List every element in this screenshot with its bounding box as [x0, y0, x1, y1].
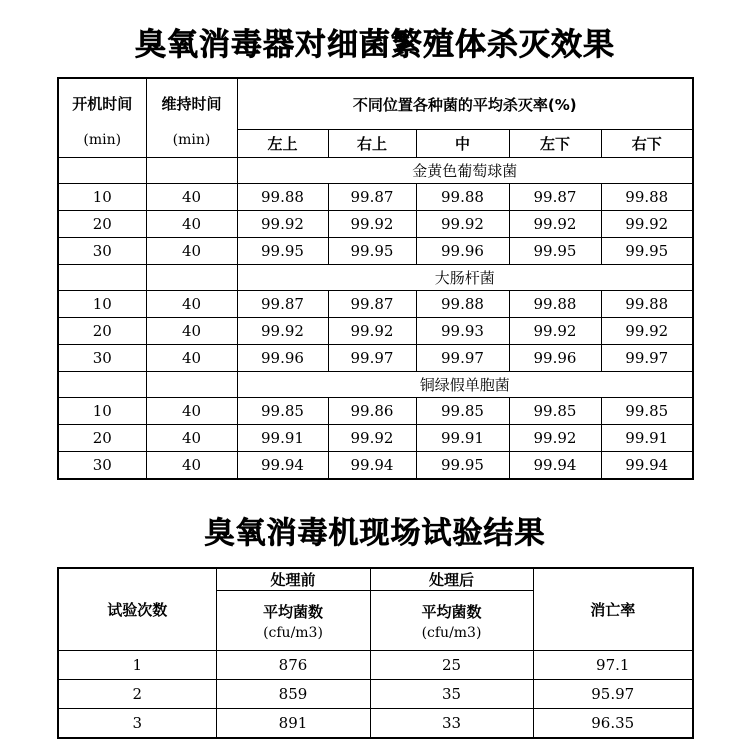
- header-on-time-label: 开机时间: [72, 94, 133, 113]
- data-cell: 99.97: [601, 345, 693, 372]
- data-cell: 40: [146, 425, 237, 452]
- table-row: [58, 318, 693, 345]
- header-after-treatment: 处理后: [370, 568, 533, 591]
- data-cell: 99.88: [416, 291, 509, 318]
- header-hold-time-label: 维持时间: [161, 94, 222, 113]
- table-row: [58, 452, 693, 480]
- data-cell: 99.85: [601, 398, 693, 425]
- table-row: [58, 651, 693, 680]
- field-test-table: [57, 567, 694, 739]
- header-hold-time: [146, 78, 237, 158]
- data-cell: 99.92: [328, 211, 416, 238]
- data-cell: 25: [370, 651, 533, 680]
- data-cell: 99.88: [416, 184, 509, 211]
- data-cell: 99.88: [237, 184, 328, 211]
- data-cell: 99.85: [237, 398, 328, 425]
- data-cell: 99.87: [328, 291, 416, 318]
- empty-cell: [58, 372, 146, 398]
- data-cell: 99.91: [416, 425, 509, 452]
- data-cell: 1: [58, 651, 216, 680]
- header-on-time-stack: [59, 80, 146, 157]
- empty-cell: [58, 265, 146, 291]
- avg-count-label: 平均菌数: [421, 602, 482, 621]
- table-row: [58, 680, 693, 709]
- table-row: [58, 345, 693, 372]
- species-name-pseudomonas: 铜绿假单胞菌: [237, 372, 693, 398]
- empty-cell: [58, 158, 146, 184]
- data-cell: 10: [58, 291, 146, 318]
- data-cell: 99.94: [509, 452, 601, 480]
- data-cell: 35: [370, 680, 533, 709]
- data-cell: 99.87: [328, 184, 416, 211]
- header-pos-center: 中: [416, 130, 509, 158]
- table-row: [58, 184, 693, 211]
- data-cell: 859: [216, 680, 370, 709]
- avg-count-unit: (cfu/m3): [263, 624, 323, 641]
- species-name-ecoli: 大肠杆菌: [237, 265, 693, 291]
- avg-count-unit: (cfu/m3): [421, 624, 482, 641]
- header-test-number: 试验次数: [58, 568, 216, 651]
- data-cell: 99.97: [416, 345, 509, 372]
- data-cell: 99.96: [237, 345, 328, 372]
- data-cell: 99.94: [601, 452, 693, 480]
- data-cell: 40: [146, 238, 237, 265]
- data-cell: 99.95: [328, 238, 416, 265]
- data-cell: 99.94: [328, 452, 416, 480]
- data-cell: 99.88: [601, 291, 693, 318]
- data-cell: 99.92: [328, 318, 416, 345]
- data-cell: 40: [146, 318, 237, 345]
- table-row: [58, 425, 693, 452]
- header-kill-rate-span: 不同位置各种菌的平均杀灭率(%): [237, 78, 693, 130]
- data-cell: 99.91: [601, 425, 693, 452]
- data-cell: 99.95: [237, 238, 328, 265]
- data-cell: 99.92: [601, 211, 693, 238]
- data-cell: 99.88: [601, 184, 693, 211]
- data-cell: 33: [370, 709, 533, 739]
- data-cell: 99.94: [237, 452, 328, 480]
- species-name-staphylococcus: 金黄色葡萄球菌: [237, 158, 693, 184]
- data-cell: 40: [146, 452, 237, 480]
- data-cell: 99.92: [237, 318, 328, 345]
- header-avg-count-after-stack: [371, 601, 533, 641]
- data-cell: 95.97: [533, 680, 693, 709]
- data-cell: 99.93: [416, 318, 509, 345]
- data-cell: 97.1: [533, 651, 693, 680]
- data-cell: 99.88: [509, 291, 601, 318]
- data-cell: 3: [58, 709, 216, 739]
- data-cell: 99.92: [509, 318, 601, 345]
- data-cell: 99.92: [237, 211, 328, 238]
- data-cell: 40: [146, 398, 237, 425]
- data-cell: 99.85: [416, 398, 509, 425]
- data-cell: 99.87: [509, 184, 601, 211]
- data-cell: 876: [216, 651, 370, 680]
- empty-cell: [146, 158, 237, 184]
- header-pos-top-left: 左上: [237, 130, 328, 158]
- header-pos-top-right: 右上: [328, 130, 416, 158]
- data-cell: 40: [146, 291, 237, 318]
- header-on-time-unit: (min): [83, 131, 122, 148]
- header-pos-bottom-left: 左下: [509, 130, 601, 158]
- data-cell: 2: [58, 680, 216, 709]
- table-row: [58, 709, 693, 739]
- data-cell: 30: [58, 345, 146, 372]
- header-death-rate: 消亡率: [533, 568, 693, 651]
- data-cell: 20: [58, 425, 146, 452]
- table2-title: 臭氧消毒机现场试验结果: [204, 516, 546, 551]
- table-row: [58, 211, 693, 238]
- kill-rate-table: [57, 77, 694, 480]
- data-cell: 99.92: [509, 425, 601, 452]
- header-before-treatment: 处理前: [216, 568, 370, 591]
- data-cell: 99.96: [509, 345, 601, 372]
- header-avg-count-before-stack: [217, 601, 370, 641]
- header-avg-count-before: [216, 591, 370, 651]
- data-cell: 99.86: [328, 398, 416, 425]
- data-cell: 99.96: [416, 238, 509, 265]
- data-cell: 30: [58, 452, 146, 480]
- data-cell: 30: [58, 238, 146, 265]
- data-cell: 10: [58, 184, 146, 211]
- empty-cell: [146, 372, 237, 398]
- header-hold-time-stack: [147, 80, 237, 157]
- header-on-time: [58, 78, 146, 158]
- data-cell: 20: [58, 318, 146, 345]
- data-cell: 99.91: [237, 425, 328, 452]
- table-row: [58, 238, 693, 265]
- table1-title: 臭氧消毒器对细菌繁殖体杀灭效果: [135, 27, 615, 63]
- header-pos-bottom-right: 右下: [601, 130, 693, 158]
- data-cell: 40: [146, 184, 237, 211]
- data-cell: 99.97: [328, 345, 416, 372]
- data-cell: 891: [216, 709, 370, 739]
- table-row: [58, 398, 693, 425]
- avg-count-label: 平均菌数: [262, 602, 323, 621]
- data-cell: 99.92: [509, 211, 601, 238]
- data-cell: 99.85: [509, 398, 601, 425]
- data-cell: 99.95: [509, 238, 601, 265]
- data-cell: 99.92: [601, 318, 693, 345]
- data-cell: 10: [58, 398, 146, 425]
- data-cell: 99.95: [601, 238, 693, 265]
- header-hold-time-unit: (min): [172, 131, 211, 148]
- data-cell: 99.95: [416, 452, 509, 480]
- data-cell: 40: [146, 211, 237, 238]
- data-cell: 20: [58, 211, 146, 238]
- empty-cell: [146, 265, 237, 291]
- data-cell: 40: [146, 345, 237, 372]
- data-cell: 96.35: [533, 709, 693, 739]
- data-cell: 99.92: [416, 211, 509, 238]
- data-cell: 99.87: [237, 291, 328, 318]
- table-row: [58, 291, 693, 318]
- data-cell: 99.92: [328, 425, 416, 452]
- header-avg-count-after: [370, 591, 533, 651]
